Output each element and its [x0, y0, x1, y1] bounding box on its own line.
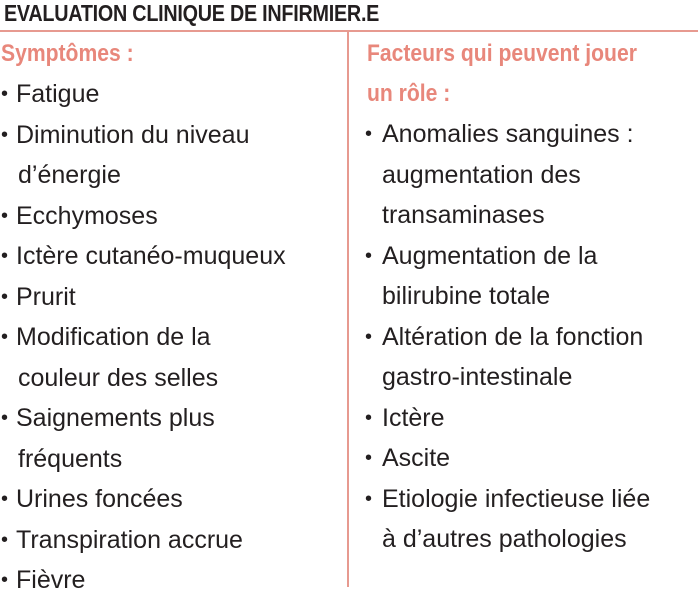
list-item-text: Saignements plus [16, 404, 215, 432]
bullet-icon: • [1, 528, 9, 551]
bullet-icon: • [365, 325, 373, 348]
list-item [364, 398, 698, 439]
factors-list [364, 114, 698, 560]
list-item-text: d’énergie [18, 161, 121, 189]
list-item-text: Anomalies sanguines : [382, 120, 634, 148]
list-item-text: Etiologie infectieuse liée [382, 484, 651, 513]
symptoms-heading-line: Symptômes : [1, 40, 134, 67]
bullet-icon: • [365, 406, 373, 429]
column-divider [347, 32, 349, 587]
list-item-text: Ascite [382, 444, 451, 472]
list-item-text: augmentation des [382, 160, 581, 189]
factors-heading-line: Facteurs qui peuvent jouer [367, 40, 637, 67]
symptoms-column [0, 34, 340, 601]
factors-heading [367, 34, 658, 114]
bullet-icon: • [1, 123, 9, 146]
bullet-icon: • [1, 569, 9, 591]
list-item-text: Transpiration accrue [16, 525, 243, 554]
list-item [364, 479, 698, 560]
list-item [364, 236, 698, 317]
list-item-text: couleur des selles [18, 363, 219, 392]
list-item-text: Prurit [16, 282, 76, 311]
bullet-icon: • [1, 83, 9, 105]
list-item [0, 479, 340, 520]
list-item-text: Diminution du niveau [16, 120, 250, 149]
bullet-icon: • [1, 326, 9, 348]
bullet-icon: • [1, 488, 9, 510]
bullet-icon: • [365, 244, 373, 267]
symptoms-heading [1, 34, 299, 74]
list-item [364, 438, 698, 479]
list-item-text: gastro-intestinale [382, 363, 573, 391]
list-item [0, 317, 340, 398]
list-item-text: Ecchymoses [16, 201, 158, 230]
list-item-text: Ictère [382, 403, 445, 432]
list-item-text: Fièvre [16, 566, 86, 594]
factors-heading-line: un rôle : [367, 80, 451, 107]
factors-column [364, 34, 698, 560]
list-item [0, 277, 340, 318]
list-item [0, 236, 340, 277]
bullet-icon: • [1, 285, 9, 308]
bullet-icon: • [1, 245, 9, 267]
list-item [0, 398, 340, 479]
list-item-text: Ictère cutanéo-muqueux [16, 242, 286, 270]
list-item-text: Altération de la fonction [382, 322, 644, 351]
bullet-icon: • [365, 487, 373, 510]
bullet-icon: • [365, 447, 373, 469]
list-item-text: Augmentation de la [382, 241, 598, 270]
list-item [364, 114, 698, 236]
list-item [0, 196, 340, 237]
bullet-icon: • [1, 407, 9, 429]
list-item-text: transaminases [382, 201, 545, 229]
list-item [0, 520, 340, 561]
list-item-text: Modification de la [16, 323, 211, 351]
page-title: EVALUATION CLINIQUE DE INFIRMIER.E [4, 0, 380, 26]
list-item [0, 115, 340, 196]
list-item-text: Urines foncées [16, 485, 183, 513]
list-item [0, 560, 340, 601]
list-item [0, 74, 340, 115]
list-item-text: à d’autres pathologies [382, 525, 627, 553]
list-item-text: fréquents [18, 444, 123, 473]
header-divider [0, 30, 698, 32]
list-item-text: bilirubine totale [382, 282, 551, 310]
bullet-icon: • [365, 123, 373, 145]
symptoms-list [0, 74, 340, 601]
list-item-text: Fatigue [16, 80, 100, 108]
bullet-icon: • [1, 204, 9, 227]
list-item [364, 317, 698, 398]
